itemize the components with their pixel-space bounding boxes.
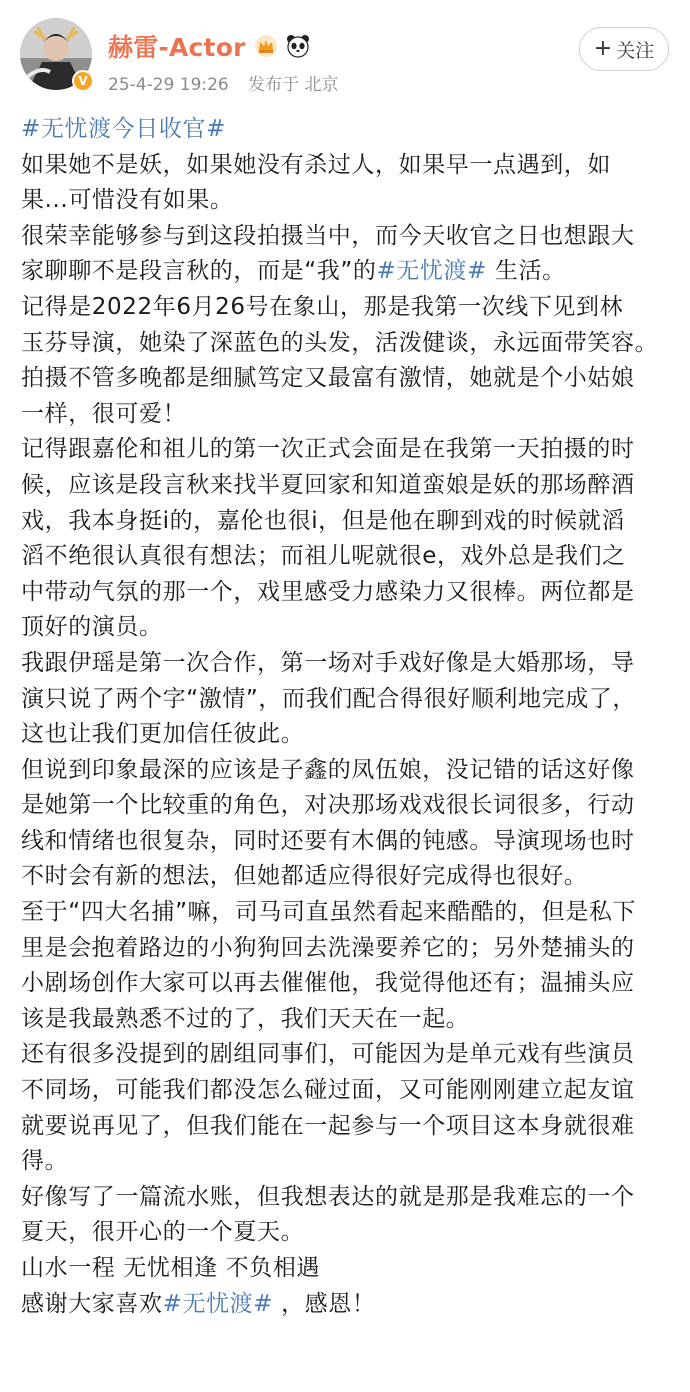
post-header xyxy=(0,0,690,108)
text-line: 里是会抱着路边的小狗狗回去洗澡要养它的；另外楚捕头的 xyxy=(21,934,635,961)
plus-icon: + xyxy=(593,36,613,61)
text-line: 是她第一个比较重的角色，对决那场戏戏很长词很多，行动 xyxy=(21,792,635,819)
text-line: 我跟伊瑶是第一次合作，第一场对手戏好像是大婚那场，导 xyxy=(21,649,635,676)
text-segment: 感谢大家喜欢 xyxy=(21,1290,163,1317)
hashtag-link[interactable]: #无忧渡# xyxy=(162,1290,274,1317)
text-line: 还有很多没提到的剧组同事们，可能因为是单元戏有些演员 xyxy=(21,1041,635,1068)
text-line: 夏天，很开心的一个夏天。 xyxy=(21,1219,305,1246)
text-line: 演只说了两个字“激情”，而我们配合得很好顺利地完成了， xyxy=(21,685,637,712)
text-line: 就要说再见了，但我们能在一起参与一个项目这本身就很难 xyxy=(21,1112,635,1139)
text-line: 如果她不是妖，如果她没有杀过人，如果早一点遇到，如 xyxy=(21,151,611,178)
text-line: 好像写了一篇流水账，但我想表达的就是那是我难忘的一个 xyxy=(21,1183,635,1210)
author-name[interactable]: 赫雷-Actor xyxy=(108,33,246,62)
text-line: 果...可惜没有如果。 xyxy=(21,187,234,214)
post-text xyxy=(21,112,673,1322)
hashtag-link[interactable]: #无忧渡今日收官# xyxy=(21,116,226,142)
text-line xyxy=(21,1287,673,1323)
author-row xyxy=(108,28,310,64)
text-line: 一样，很可爱！ xyxy=(21,400,187,427)
text-line: 顶好的演员。 xyxy=(21,614,163,641)
text-line: 线和情绪也很复杂，同时还要有木偶的钝感。导演现场也时 xyxy=(21,827,635,854)
text-line: 戏，我本身挺i的，嘉伦也很i，但是他在聊到戏的时候就滔 xyxy=(21,507,625,534)
text-line: 该是我最熟悉不过的了，我们天天在一起。 xyxy=(21,1005,470,1032)
crown-icon[interactable] xyxy=(254,34,278,58)
post-meta xyxy=(108,70,339,95)
panda-icon[interactable] xyxy=(286,34,310,58)
text-segment: 家聊聊不是段言秋的，而是“我”的 xyxy=(21,258,377,285)
text-line: 拍摄不管多晚都是细腻笃定又最富有激情，她就是个小姑娘 xyxy=(21,365,635,392)
text-line: 候，应该是段言秋来找半夏回家和知道蛮娘是妖的那场醉酒 xyxy=(21,471,635,498)
text-line: 山水一程 无忧相逢 不负相遇 xyxy=(21,1255,321,1281)
text-line: 不时会有新的想法，但她都适应得很好完成得也很好。 xyxy=(21,863,588,890)
text-line: 玉芬导演，她染了深蓝色的头发，活泼健谈，永远面带笑容。 xyxy=(21,329,659,356)
text-line: 记得是2022年6月26号在象山，那是我第一次线下见到林 xyxy=(21,293,624,320)
text-line: 这也让我们更加信任彼此。 xyxy=(21,721,305,748)
post-content xyxy=(21,112,673,1322)
text-line xyxy=(21,254,673,290)
verified-icon: V xyxy=(72,70,94,92)
text-line: 小剧场创作大家可以再去催催他，我觉得他还有；温捕头应 xyxy=(21,970,635,997)
text-line: 记得跟嘉伦和祖儿的第一次正式会面是在我第一天拍摄的时 xyxy=(21,436,635,463)
hashtag-link[interactable]: #无忧渡# xyxy=(376,258,487,285)
post-timestamp: 25-4-29 19:26 xyxy=(108,75,229,95)
text-line: 至于“四大名捕”嘛，司马司直虽然看起来酷酷的，但是私下 xyxy=(21,899,637,926)
text-segment: 生活。 xyxy=(486,258,566,285)
text-segment: ，感恩！ xyxy=(273,1290,376,1317)
follow-button[interactable] xyxy=(579,27,669,71)
text-line: 很荣幸能够参与到这段拍摄当中，而今天收官之日也想跟大 xyxy=(21,222,635,249)
text-line: 得。 xyxy=(21,1148,69,1175)
text-line: 但说到印象最深的应该是子鑫的凤伍娘，没记错的话这好像 xyxy=(21,756,635,783)
text-line: 中带动气氛的那一个，戏里感受力感染力又很棒。两位都是 xyxy=(21,578,635,605)
text-line: 滔不绝很认真很有想法；而祖儿呢就很e，戏外总是我们之 xyxy=(21,543,626,570)
follow-label: 关注 xyxy=(616,39,655,62)
post-location: 发布于 北京 xyxy=(248,75,339,95)
text-line: 不同场，可能我们都没怎么碰过面，又可能刚刚建立起友谊 xyxy=(21,1077,635,1104)
